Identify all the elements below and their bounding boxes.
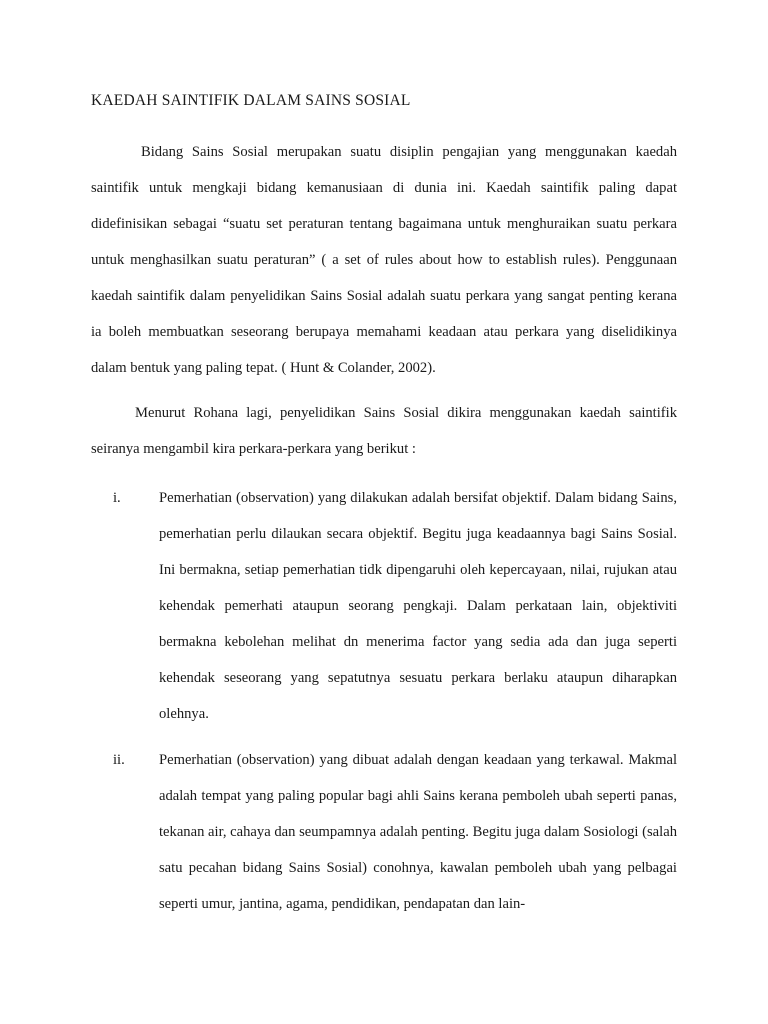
paragraph-intro-text: Bidang Sains Sosial merupakan suatu disiplin pengajian yang menggunakan kaedah saintifik untuk mengkaji bidang kemanusiaan di dunia ini. Kaedah saintifik paling dapat didefinisikan sebagai “suatu set peraturan tentang bagaimana untuk menghuraikan suatu perkara untuk menghasilkan suatu peraturan” ( a set of rules about how to establish rules). Penggunaan kaedah saintifik dalam penyelidikan Sains Sosial adalah suatu perkara yang sangat penting kerana ia boleh membuatkan seseorang berupaya memahami keadaan atau perkara yang diselidikinya dalam bentuk yang paling tepat. ( Hunt & Colander, 2002). bbox=[91, 144, 677, 376]
paragraph-criteria-intro-text: Menurut Rohana lagi, penyelidikan Sains Sosial dikira menggunakan kaedah saintifik seiranya mengambil kira perkara-perkara yang berikut : bbox=[91, 405, 677, 457]
list-item-marker: i. bbox=[113, 490, 121, 506]
document-title: KAEDAH SAINTIFIK DALAM SAINS SOSIAL bbox=[91, 92, 411, 109]
list-item-text: Pemerhatian (observation) yang dibuat adalah dengan keadaan yang terkawal. Makmal adalah tempat yang paling popular bagi ahli Sains kerana pemboleh ubah seperti panas, tekanan air, cahaya dan seumpamnya adalah penting. Begitu juga dalam Sosiologi (salah satu pecahan bidang Sains Sosial) conohnya, kawalan pemboleh ubah yang pelbagai seperti umur, jantina, agama, pendidikan, pendapatan dan lain- bbox=[159, 752, 677, 912]
list-item-text: Pemerhatian (observation) yang dilakukan adalah bersifat objektif. Dalam bidang Sains, pemerhatian perlu dilaukan secara objektif. Begitu juga keadaannya bagi Sains Sosial. Ini bermakna, setiap pemerhatian tidk dipengaruhi oleh kepercayaan, nilai, rujukan atau kehendak pemerhati ataupun seorang pengkaji. Dalam perkataan lain, objektiviti bermakna kebolehan melihat dn menerima factor yang sedia ada dan juga seperti kehendak seseorang yang sepatutnya sesuatu perkara berlaku ataupun diharapkan olehnya. bbox=[159, 490, 677, 722]
paragraph-intro bbox=[91, 134, 677, 386]
paragraph-criteria-intro bbox=[91, 395, 677, 467]
list-item-marker: ii. bbox=[113, 752, 125, 768]
